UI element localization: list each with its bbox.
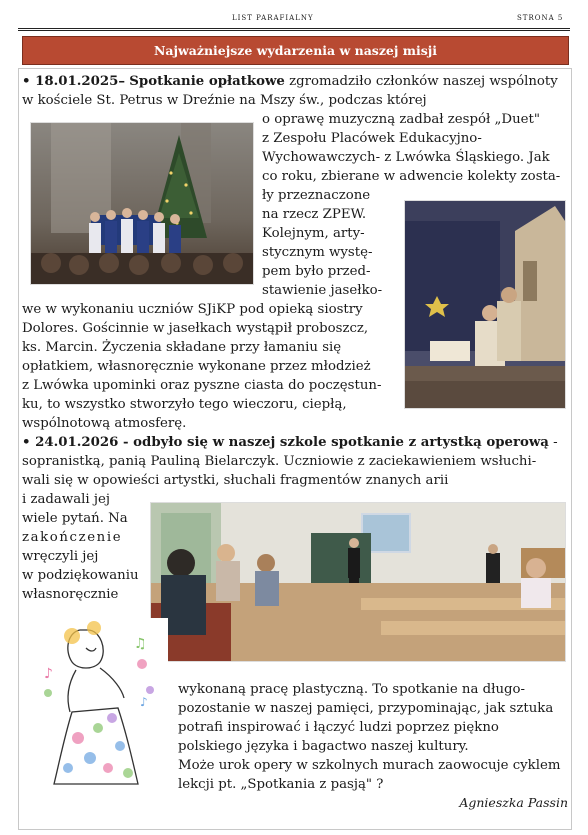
s1-line-4: z Zespołu Placówek Edukacyjno-	[262, 131, 482, 146]
s1-line-6: co roku, zbierane w adwencie kolekty zosta-	[262, 169, 561, 184]
nativity-play-photo	[404, 200, 566, 409]
s2-line-13: polskiego języka i bagactwo naszej kultury.	[178, 739, 469, 754]
s1-line-10: stycznym wystę-	[262, 245, 373, 260]
s2-line-8: w podziękowaniu	[22, 568, 139, 583]
s1-line-8: na rzecz ZPEW.	[262, 207, 367, 222]
singer-drawing	[28, 618, 168, 788]
s1-line-18: ku, to wszystko stworzyło tego wieczoru, ciepłą,	[22, 397, 347, 412]
s1-line-17: z Lwówka upominki oraz pyszne ciasta do poczęstun-	[22, 378, 382, 393]
s2-line-2: sopranistką, panią Pauliną Bielarczyk. Uczniowie z zaciekawieniem wsłuchi-	[22, 454, 537, 469]
s2-title: • 24.01.2026 - odbyło się w naszej szkole spotkanie z artystką operową	[22, 435, 549, 450]
s2-line-7: wręczyli jej	[22, 549, 99, 564]
church-choir-photo	[30, 122, 254, 285]
s1-line-13: we w wykonaniu uczniów SJiKP pod opieką siostry	[22, 302, 363, 317]
s1-line-3: o oprawę muzyczną zadbał zespół „Duet"	[262, 112, 540, 127]
s2-dash: -	[553, 435, 558, 450]
header-right: STRONA 5	[517, 14, 564, 22]
s1-line-19: wspólnotową atmosferę.	[22, 416, 187, 431]
s1-line-2: w kościele St. Petrus w Dreźnie na Mszy św., podczas której	[22, 93, 427, 108]
s1-line-1	[22, 73, 558, 92]
author-signature: Agnieszka Passin	[459, 795, 568, 810]
section-banner: Najważniejsze wydarzenia w naszej misji	[22, 36, 569, 65]
s1-line-14: Dolores. Gościnnie w jasełkach wystąpił proboszcz,	[22, 321, 369, 336]
s2-line-9: własnoręcznie	[22, 587, 119, 602]
svg-text:♪: ♪	[140, 695, 148, 709]
svg-text:♫: ♫	[134, 636, 147, 652]
s2-line-15: lekcji pt. „Spotkania z pasją" ?	[178, 777, 384, 792]
header-rule	[18, 28, 570, 29]
s2-line-10: wykonaną pracę plastyczną. To spotkanie na długo-	[178, 682, 526, 697]
s1-line-11: pem było przed-	[262, 264, 371, 279]
s1-line-16: opłatkiem, własnoręcznie wykonane przez młodzież	[22, 359, 371, 374]
s2-line-1	[22, 434, 558, 453]
s1-line-5: Wychowawczych- z Lwówka Śląskiego. Jak	[262, 150, 550, 165]
s2-line-12: potrafi inspirować i łączyć ludzi poprzez piękno	[178, 720, 499, 735]
header-left: LIST PARAFIALNY	[232, 14, 314, 22]
s2-line-4: i zadawali jej	[22, 492, 111, 507]
classroom-photo	[150, 502, 566, 662]
s1-line-15: ks. Marcin. Życzenia składane przy łamaniu się	[22, 340, 342, 355]
s2-line-14: Może urok opery w szkolnych murach zaowocuje cyklem	[178, 758, 561, 773]
s2-line-11: pozostanie w naszej pamięci, przypominając, jak sztuka	[178, 701, 554, 716]
s1-line-9: Kolejnym, arty-	[262, 226, 365, 241]
svg-text:♪: ♪	[44, 666, 53, 682]
s1-line-12: stawienie jasełko-	[262, 283, 383, 298]
s1-line-7: ły przeznaczone	[262, 188, 371, 203]
s2-line-3: wali się w opowieści artystki, słuchali fragmentów znanych arii	[22, 473, 449, 488]
s1-date: • 18.01.2025–	[22, 74, 126, 89]
s1-text: zgromadziło członków naszej wspólnoty	[289, 74, 558, 89]
header-rule-2	[18, 30, 570, 31]
s1-title: Spotkanie opłatkowe	[129, 74, 285, 89]
s2-line-5: wiele pytań. Na	[22, 511, 128, 526]
s2-line-6: zakończenie	[22, 530, 123, 545]
